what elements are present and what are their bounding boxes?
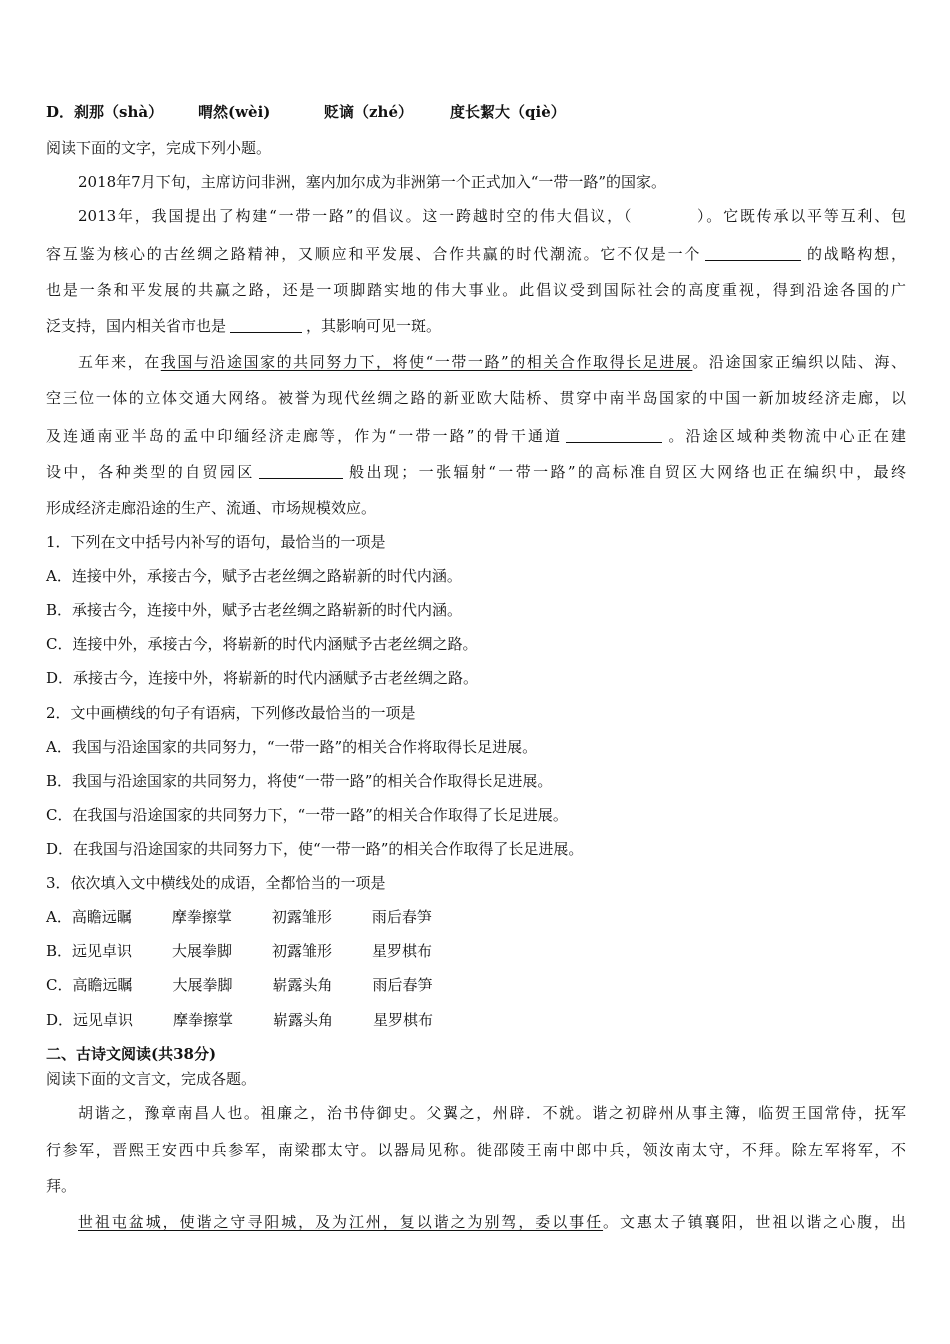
passage-paragraph-2-line: 也是一条和平发展的共赢之路，还是一项脚踏实地的伟大事业。此倡议受到国际社会的高度重视，得到沿途各国的广	[46, 281, 906, 299]
idiom-cell: 崭露头角	[272, 976, 333, 994]
question-2-option-d[interactable]: D．在我国与沿途国家的共同努力下，使“一带一路”的相关合作取得了长足进展。	[46, 840, 584, 858]
fill-blank-4	[259, 464, 343, 479]
classical-text-line	[78, 1212, 906, 1232]
passage-text: 。沿途区域种类物流中心正在建	[666, 427, 906, 445]
idiom-cell: 初露雏形	[271, 908, 332, 926]
idiom-cell: 大展拳脚	[172, 976, 233, 994]
idiom-cell: 远见卓识	[72, 942, 133, 960]
question-1-option-a[interactable]: A．连接中外，承接古今，赋予古老丝绸之路崭新的时代内涵。	[46, 567, 462, 585]
top-option-item: 喟然(wèi)	[198, 103, 271, 121]
idiom-cell: 高瞻远瞩	[72, 976, 133, 994]
passage-text: 。沿途国家正编织以陆、海、	[692, 353, 906, 371]
classical-text-line: 行参军，晋熙王安西中兵参军，南梁郡太守。以器局见称。徙邵陵王南中郎中兵，领汝南太守，不拜。除左军将军，不	[46, 1141, 906, 1159]
passage-paragraph-2-line	[46, 316, 441, 336]
idiom-cell: 摩拳擦掌	[173, 1011, 234, 1029]
option-letter: B．	[46, 942, 73, 960]
question-2-option-b[interactable]: B．我国与沿途国家的共同努力，将使“一带一路”的相关合作取得长足进展。	[46, 772, 553, 790]
fill-blank-1	[705, 246, 801, 261]
fill-blank-2	[230, 318, 302, 333]
passage-text: 五年来，在	[78, 353, 161, 371]
question-1-stem: 1．下列在文中括号内补写的语句，最恰当的一项是	[46, 533, 386, 551]
passage-paragraph-3-line: 空三位一体的立体交通大网络。被誉为现代丝绸之路的新亚欧大陆桥、贯穿中南半岛国家的中国一新加坡经济走廊，以	[46, 389, 906, 407]
question-1-option-c[interactable]: C．连接中外，承接古今，将崭新的时代内涵赋予古老丝绸之路。	[46, 635, 478, 653]
question-1-option-b[interactable]: B．承接古今，连接中外，赋予古老丝绸之路崭新的时代内涵。	[46, 601, 463, 619]
passage-text: 2013年，我国提出了构建“一带一路”的倡议。这一跨越时空的伟大倡议，（	[78, 207, 634, 225]
idiom-cell: 雨后春笋	[372, 976, 433, 994]
passage-paragraph-1: 2018年7月下旬，主席访问非洲，塞内加尔成为非洲第一个正式加入“一带一路”的国家。	[78, 173, 667, 191]
underlined-sentence: 世祖屯盆城，使谐之守寻阳城，及为江州，复以谐之为别驾，委以事任	[78, 1213, 604, 1231]
top-option-item: 贬谪（zhé）	[324, 103, 413, 121]
classical-text-line: 胡谐之，豫章南昌人也。祖廉之，治书侍御史。父翼之，州辟．不就。谐之初辟州从事主簿，临贺王国常侍，抚军	[78, 1104, 906, 1122]
section2-heading: 二、古诗文阅读(共38分)	[46, 1045, 217, 1063]
option-letter: D．	[46, 1011, 74, 1029]
idiom-cell: 星罗棋布	[372, 942, 433, 960]
question-3-option-a[interactable]	[46, 907, 472, 927]
passage-text: 的战略构想，	[805, 245, 906, 263]
idiom-cell: 星罗棋布	[373, 1011, 434, 1029]
question-2-option-c[interactable]: C．在我国与沿途国家的共同努力下，“一带一路”的相关合作取得了长足进展。	[46, 806, 568, 824]
top-option-item: 度长絜大（qiè）	[450, 103, 566, 121]
classical-text-line: 拜。	[46, 1177, 77, 1195]
passage-text: 般出现；一张辐射“一带一路”的高标准自贸区大网络也正在编织中，最终	[346, 463, 906, 481]
passage-text: 及连通南亚半岛的孟中印缅经济走廊等，作为“一带一路”的骨干通道	[46, 427, 563, 445]
section1-instruction: 阅读下面的文字，完成下列小题。	[46, 139, 272, 157]
option-letter: A．	[46, 908, 72, 926]
passage-text: 。文惠太子镇襄阳，世祖以谐之心腹，出	[603, 1213, 906, 1231]
question-3-option-c[interactable]	[46, 975, 472, 995]
idiom-cell: 大展拳脚	[172, 942, 233, 960]
idiom-cell: 高瞻远瞩	[71, 908, 132, 926]
top-option-letter: D．	[46, 103, 75, 121]
underlined-sentence: 我国与沿途国家的共同努力下，将使“一带一路”的相关合作取得长足进展	[160, 353, 693, 371]
section2-instruction: 阅读下面的文言文，完成各题。	[46, 1070, 257, 1088]
passage-paragraph-3-line	[46, 426, 906, 446]
idiom-cell: 远见卓识	[73, 1011, 134, 1029]
option-letter: C．	[46, 976, 73, 994]
passage-text: ，其影响可见一斑。	[306, 317, 442, 335]
passage-paragraph-3-line	[46, 462, 906, 482]
top-option-d	[46, 102, 566, 122]
idiom-cell: 摩拳擦掌	[171, 908, 232, 926]
question-2-stem: 2．文中画横线的句子有语病，下列修改最恰当的一项是	[46, 704, 416, 722]
passage-paragraph-2-line	[46, 244, 906, 264]
passage-text: ）。它既传承以平等互利、包	[695, 207, 906, 225]
passage-paragraph-3-line: 形成经济走廊沿途的生产、流通、市场规模效应。	[46, 499, 377, 517]
question-1-option-d[interactable]: D．承接古今，连接中外，将崭新的时代内涵赋予古老丝绸之路。	[46, 669, 479, 687]
passage-text: 容互鉴为核心的古丝绸之路精神，又顺应和平发展、合作共赢的时代潮流。它不仅是一个	[46, 245, 702, 263]
passage-paragraph-3-line	[78, 352, 906, 372]
top-option-item: 刹那（shà）	[74, 103, 164, 121]
idiom-cell: 雨后春笋	[371, 908, 432, 926]
question-3-option-d[interactable]	[46, 1010, 473, 1030]
idiom-cell: 初露雏形	[272, 942, 333, 960]
question-2-option-a[interactable]: A．我国与沿途国家的共同努力，“一带一路”的相关合作将取得长足进展。	[46, 738, 538, 756]
fill-blank-3	[566, 428, 662, 443]
question-3-option-b[interactable]	[46, 941, 472, 961]
idiom-cell: 崭露头角	[273, 1011, 334, 1029]
passage-paragraph-2-line	[78, 206, 906, 226]
passage-text: 泛支持，国内相关省市也是	[46, 317, 227, 335]
passage-text: 设中，各种类型的自贸园区	[46, 463, 255, 481]
question-3-stem: 3．依次填入文中横线处的成语，全都恰当的一项是	[46, 874, 386, 892]
